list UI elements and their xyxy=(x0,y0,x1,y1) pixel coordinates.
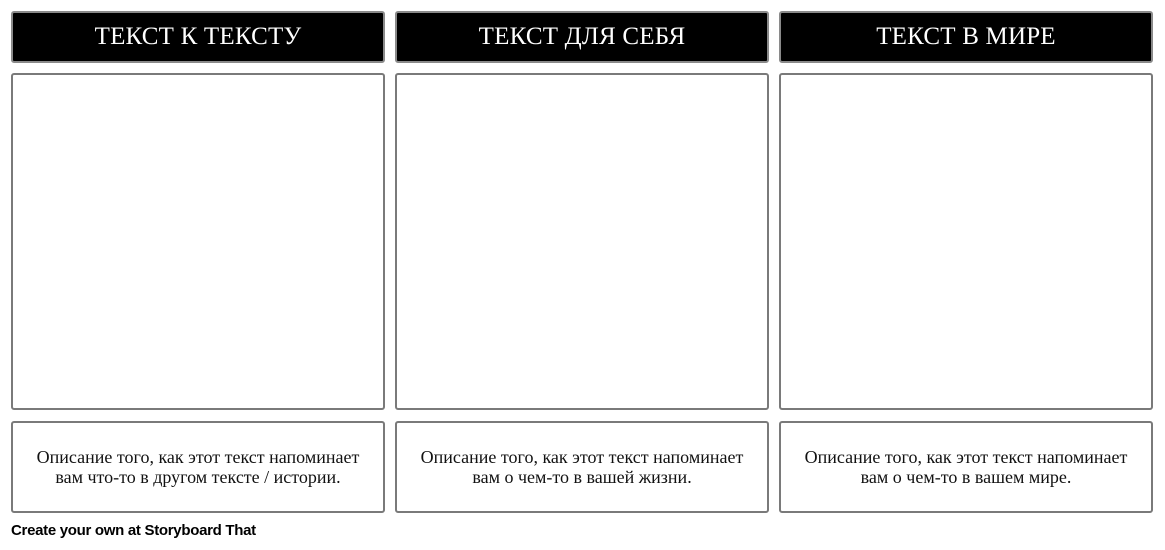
storyboard-cell[interactable] xyxy=(395,73,769,410)
description-box[interactable] xyxy=(11,421,385,513)
column-header: ТЕКСТ К ТЕКСТУ xyxy=(11,11,385,63)
storyboard-cell[interactable] xyxy=(779,73,1153,410)
column-header: ТЕКСТ В МИРЕ xyxy=(779,11,1153,63)
description-text: Описание того, как этот текст напоминает вам о чем-то в вашем мире. xyxy=(804,447,1128,487)
description-box[interactable] xyxy=(779,421,1153,513)
column-header: ТЕКСТ ДЛЯ СЕБЯ xyxy=(395,11,769,63)
description-text: Описание того, как этот текст напоминает вам что-то в другом тексте / истории. xyxy=(36,447,360,487)
description-box[interactable] xyxy=(395,421,769,513)
storyboard-cell[interactable] xyxy=(11,73,385,410)
storyboard-that-link[interactable]: Create your own at Storyboard That xyxy=(11,522,256,539)
description-text: Описание того, как этот текст напоминает вам о чем-то в вашей жизни. xyxy=(420,447,744,487)
